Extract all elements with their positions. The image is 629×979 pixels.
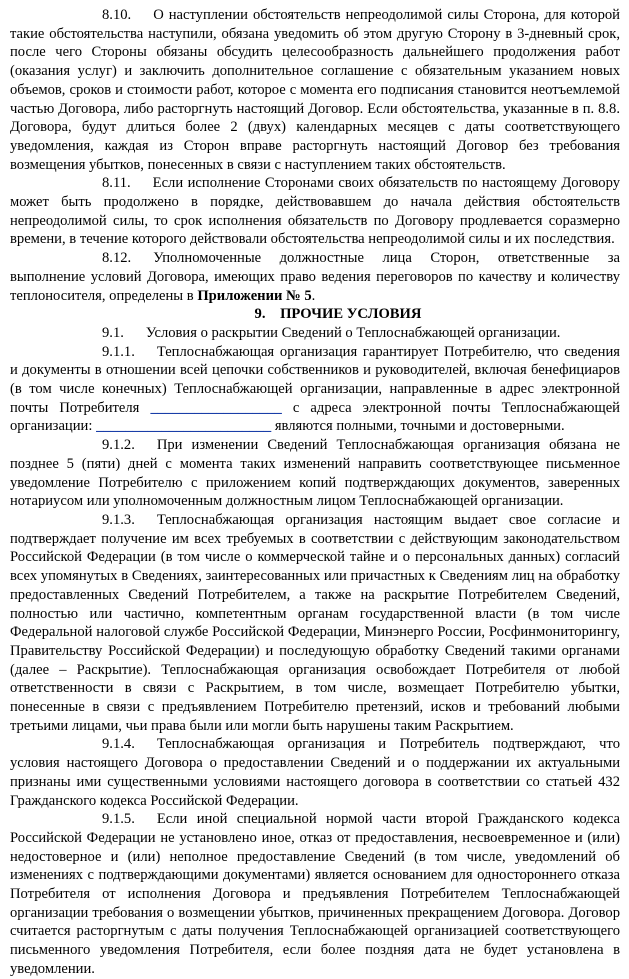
appendix-reference: Приложении № 5 <box>197 287 312 304</box>
clause-text: Теплоснабжающая организация гарантирует Потребителю, что сведения и документы в отношении всей цепочки собственников и руководителей, включая бенефициаров (в том числе конечных) Теплоснабжающей организации, направленные в адрес электронной почты Потребителя <box>10 343 620 416</box>
clause-9-1-2 <box>10 436 620 511</box>
consumer-email-blank[interactable]: __________________ <box>150 399 282 416</box>
clause-number: 9.1.4. <box>102 736 135 753</box>
clause-9-1-5 <box>10 810 620 978</box>
clause-text: Если иной специальной нормой части второй Гражданского кодекса Российской Федерации не установлено иное, отказ от предоставления, несвоевременное и (или) недостоверное и (или) неполное предоставление Сведений (в том числе, уведомлений об изменениях с подтверждающими документами) является основанием для одностороннего отказа Потребителя от исполнения Договора и предъявления Потребителем Теплоснабжающей организации требования о возмещении убытков, причиненных прекращением Договора. Договор считается расторгнутым с даты получения Теплоснабжающей организацией соответствующего письменного уведомления Потребителя, если более поздняя дата не будет установлена в уведомлении. <box>10 811 620 977</box>
clause-text: Уполномоченные должностные лица Сторон, ответственные за выполнение условий Договора, имеющих право ведения переговоров по качеству и количеству теплоносителя, определены в <box>10 250 620 304</box>
clause-9-1-4 <box>10 735 620 810</box>
clause-text: Условия о раскрытии Сведений о Теплоснабжающей организации. <box>145 324 561 341</box>
clause-text: О наступлении обстоятельств непреодолимой силы Сторона, для которой такие обстоятельства наступили, обязана уведомить об этом другую Сторону в 3-дневный срок, после чего Стороны обязаны обсудить целесообразность дальнейшего продолжения работ (оказания услуг) и заключить дополнительное соглашение с обязательным указанием новых объемов, сроков и стоимости работ, которое с момента его подписания становится неотъемлемой частью Договора, либо расторгнуть настоящий Договор. Если обстоятельства, указанные в п. 8.8. Договора, будут длиться более 2 (двух) календарных месяцев с даты соответствующего уведомления, каждая из Сторон вправе расторгнуть настоящий Договор без требования возмещения убытков, понесенных в связи с наступлением таких обстоятельств. <box>10 7 620 173</box>
clause-9-1-1 <box>10 343 620 437</box>
clause-8-12 <box>10 249 620 305</box>
clause-text: Если исполнение Сторонами своих обязательств по настоящему Договору может быть продолжено в порядке, действовавшем до начала действия обстоятельств непреодолимой силы, то срок исполнения обязательств по Договору продлевается соразмерно времени, в течение которого действовали обстоятельства непреодолимой силы и их последствия. <box>10 175 620 248</box>
clause-number: 9.1. <box>102 324 124 341</box>
supplier-email-blank[interactable]: ________________________ <box>96 418 272 435</box>
clause-text: При изменении Сведений Теплоснабжающая организация обязана не позднее 5 (пяти) дней с момента таких изменений направить соответствующее письменное уведомление Потребителю с приложением копий подтверждающих документов, заверенных нотариусом или уполномоченным должностным лицом Теплоснабжающей организации. <box>10 437 620 510</box>
clause-text: с адреса электронной почты Теплоснабжающей организации: <box>10 399 620 435</box>
clause-text: являются полными, точными и достоверными. <box>271 418 565 435</box>
clause-number: 8.10. <box>102 7 132 23</box>
clause-number: 9.1.2. <box>102 437 135 454</box>
section-heading: 9. ПРОЧИЕ УСЛОВИЯ <box>254 306 422 323</box>
clause-8-10 <box>10 6 620 174</box>
clause-text: Теплоснабжающая организация настоящим выдает свое согласие и подтверждает получение им всех требуемых в соответствии с действующим законодательством Российской Федерации (в том числе о коммерческой тайне и о персональных данных) согласий всех упомянутых в Сведениях, заинтересованных или причастных к Сведениям лиц на обработку предоставленных Сведений Потребителем, а также на раскрытие Потребителем Сведений, полностью или частично, компетентным органам государственной власти (в том числе Федеральной налоговой службе Российской Федерации, Минэнерго России, Росфинмониторингу, Правительству Российской Федерации) и последующую обработку Сведений такими органами (далее – Раскрытие). Теплоснабжающая организация освобождает Потребителя от любой ответственности в связи с Раскрытием, в том числе, возмещает Потребителю убытки, понесенные в связи с предъявлением Потребителю претензий, исков и требований любыми третьими лицами, чьи права были или могли быть нарушены таким Раскрытием. <box>10 511 620 734</box>
clause-number: 9.1.3. <box>102 511 135 528</box>
clause-9-1-3 <box>10 511 620 735</box>
clause-9-1 <box>10 324 620 343</box>
clause-number: 9.1.1. <box>102 343 135 360</box>
clause-text: Теплоснабжающая организация и Потребитель подтверждают, что условия настоящего Договора о предоставлении Сведений и о поддержании их актуальными признаны ими существенными условиями настоящего договора в соответствии со статьей 432 Гражданского кодекса Российской Федерации. <box>10 736 620 809</box>
clause-number: 9.1.5. <box>102 811 135 828</box>
clause-end: . <box>311 287 316 304</box>
clause-number: 8.11. <box>102 175 131 192</box>
clause-8-11 <box>10 174 620 249</box>
clause-number: 8.12. <box>102 250 132 267</box>
